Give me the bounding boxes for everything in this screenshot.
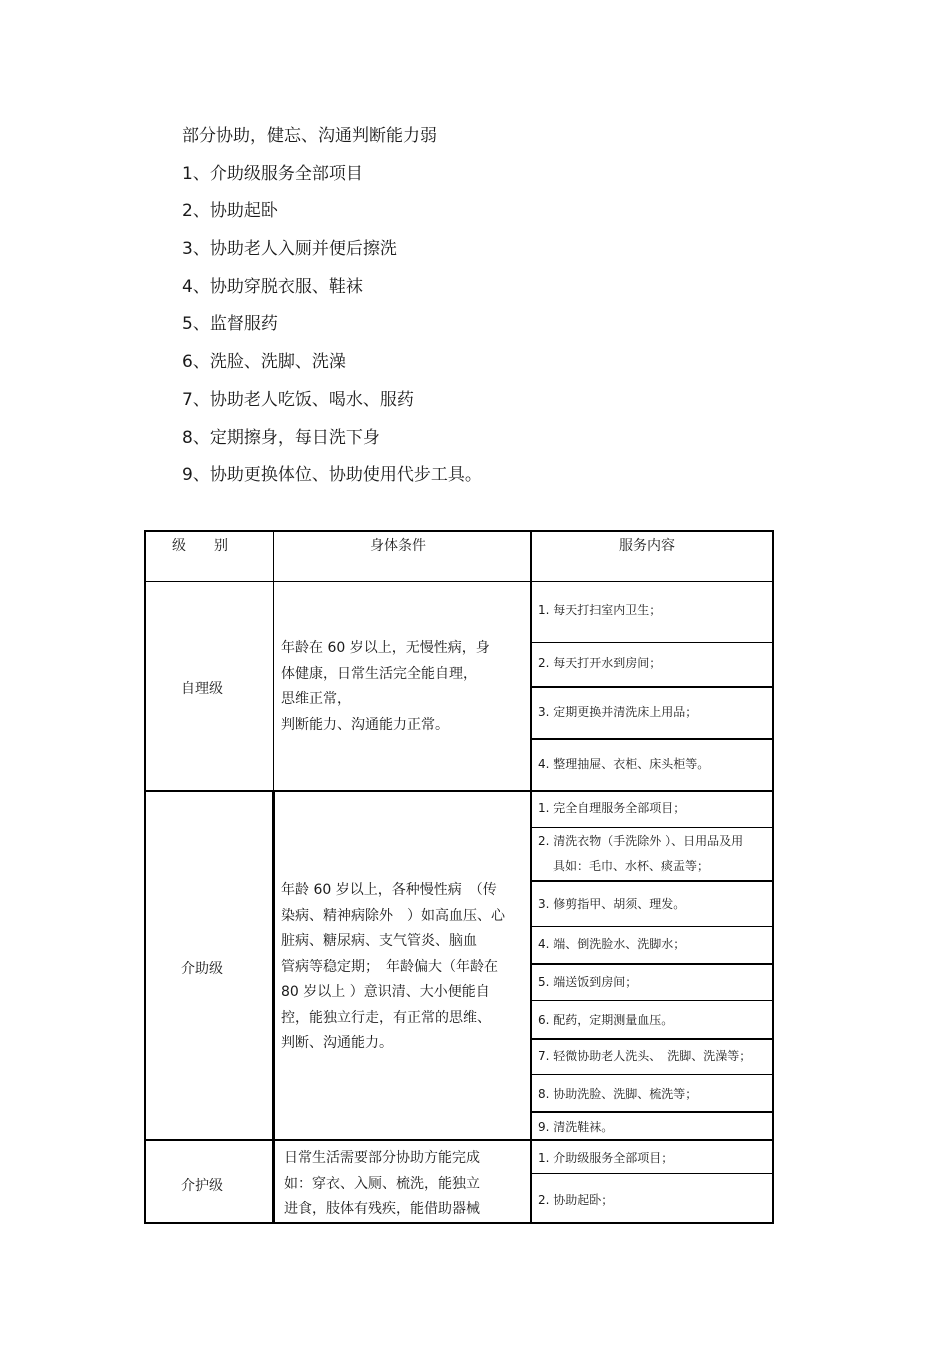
column-divider (530, 530, 532, 1224)
service-item: 4. 整理抽屉、衣柜、床头柜等。 (538, 757, 710, 771)
condition-text (284, 1146, 480, 1223)
service-divider (531, 1074, 773, 1075)
table-border-top (144, 530, 774, 532)
service-item: 8. 协助洗脸、洗脚、梳洗等； (538, 1087, 698, 1101)
intro-item: 7、协助老人吃饭、喝水、服药 (182, 389, 414, 410)
service-item: 9. 清洗鞋袜。 (538, 1120, 614, 1134)
condition-line: 管病等稳定期； 年龄偏大（年龄在 (281, 958, 498, 975)
service-item: 具如：毛巾、水杯、痰盂等； (553, 859, 710, 873)
header-divider (144, 581, 774, 582)
condition-text (281, 878, 505, 1057)
header-service: 服务内容 (619, 538, 675, 554)
intro-item: 1、介助级服务全部项目 (182, 163, 363, 184)
row-divider (144, 1139, 774, 1141)
condition-line: 染病、精神病除外 ）如高血压、心 (281, 907, 505, 924)
condition-line: 进食，肢体有残疾，能借助器械 (284, 1201, 480, 1217)
service-item: 3. 修剪指甲、胡须、理发。 (538, 897, 686, 911)
level-label: 自理级 (181, 681, 223, 697)
service-item: 2. 协助起卧； (538, 1193, 614, 1207)
condition-line: 如：穿衣、入厕、梳洗，能独立 (284, 1175, 480, 1192)
condition-line: 思维正常， (281, 691, 351, 707)
condition-line: 控，能独立行走，有正常的思维、 (281, 1009, 491, 1026)
service-item: 1. 介助级服务全部项目； (538, 1151, 674, 1165)
condition-line: 日常生活需要部分协助方能完成 (284, 1150, 480, 1166)
header-condition: 身体条件 (370, 538, 426, 554)
header-level: 级 别 (172, 538, 228, 554)
intro-item: 4、协助穿脱衣服、鞋袜 (182, 276, 363, 297)
service-divider (531, 686, 773, 688)
condition-line: 体健康，日常生活完全能自理， (281, 665, 477, 682)
service-item: 2. 清洗衣物（手洗除外 ）、日用品及用 (538, 834, 744, 848)
service-item: 1. 每天打扫室内卫生； (538, 603, 662, 617)
service-divider (531, 642, 773, 643)
service-item: 1. 完全自理服务全部项目； (538, 801, 686, 815)
service-divider (531, 1173, 773, 1174)
service-divider (531, 827, 773, 828)
level-label: 介助级 (181, 961, 223, 977)
row-divider (144, 790, 774, 792)
service-item: 7. 轻微协助老人洗头、 洗脚、洗澡等； (538, 1049, 752, 1063)
service-divider (531, 738, 773, 740)
service-item: 6. 配药，定期测量血压。 (538, 1013, 674, 1027)
condition-line: 80 岁以上 ）意识清、大小便能自 (281, 984, 490, 1000)
condition-line: 脏病、糖尿病、支气管炎、脑血 (281, 933, 477, 949)
level-label: 介护级 (181, 1178, 223, 1194)
service-divider (531, 963, 773, 965)
column-divider (272, 791, 275, 1224)
service-divider (531, 926, 773, 927)
service-item: 2. 每天打开水到房间； (538, 656, 662, 670)
intro-item: 3、协助老人入厕并便后擦洗 (182, 239, 397, 260)
intro-item: 6、洗脸、洗脚、洗澡 (182, 352, 346, 373)
column-divider (273, 530, 274, 792)
intro-heading: 部分协助，健忘、沟通判断能力弱 (182, 126, 437, 146)
table-border-left (144, 530, 146, 1224)
service-divider (531, 1111, 773, 1113)
intro-item: 2、协助起卧 (182, 201, 278, 222)
condition-text (281, 636, 490, 738)
intro-item: 8、定期擦身，每日洗下身 (182, 427, 380, 448)
service-divider (531, 1000, 773, 1001)
condition-line: 判断能力、沟通能力正常。 (281, 716, 449, 733)
service-item: 4. 端、倒洗脸水、洗脚水； (538, 937, 686, 951)
condition-line: 年龄 60 岁以上，各种慢性病 （传 (281, 882, 497, 898)
service-divider (531, 1038, 773, 1040)
service-item: 5. 端送饭到房间； (538, 975, 638, 989)
service-divider (531, 880, 773, 882)
intro-item: 9、协助更换体位、协助使用代步工具。 (182, 465, 482, 486)
condition-line: 判断、沟通能力。 (281, 1035, 393, 1051)
service-item: 3. 定期更换并清洗床上用品； (538, 705, 698, 719)
table-border-right (772, 530, 774, 1224)
condition-line: 年龄在 60 岁以上，无慢性病，身 (281, 640, 490, 656)
intro-item: 5、监督服药 (182, 314, 278, 335)
